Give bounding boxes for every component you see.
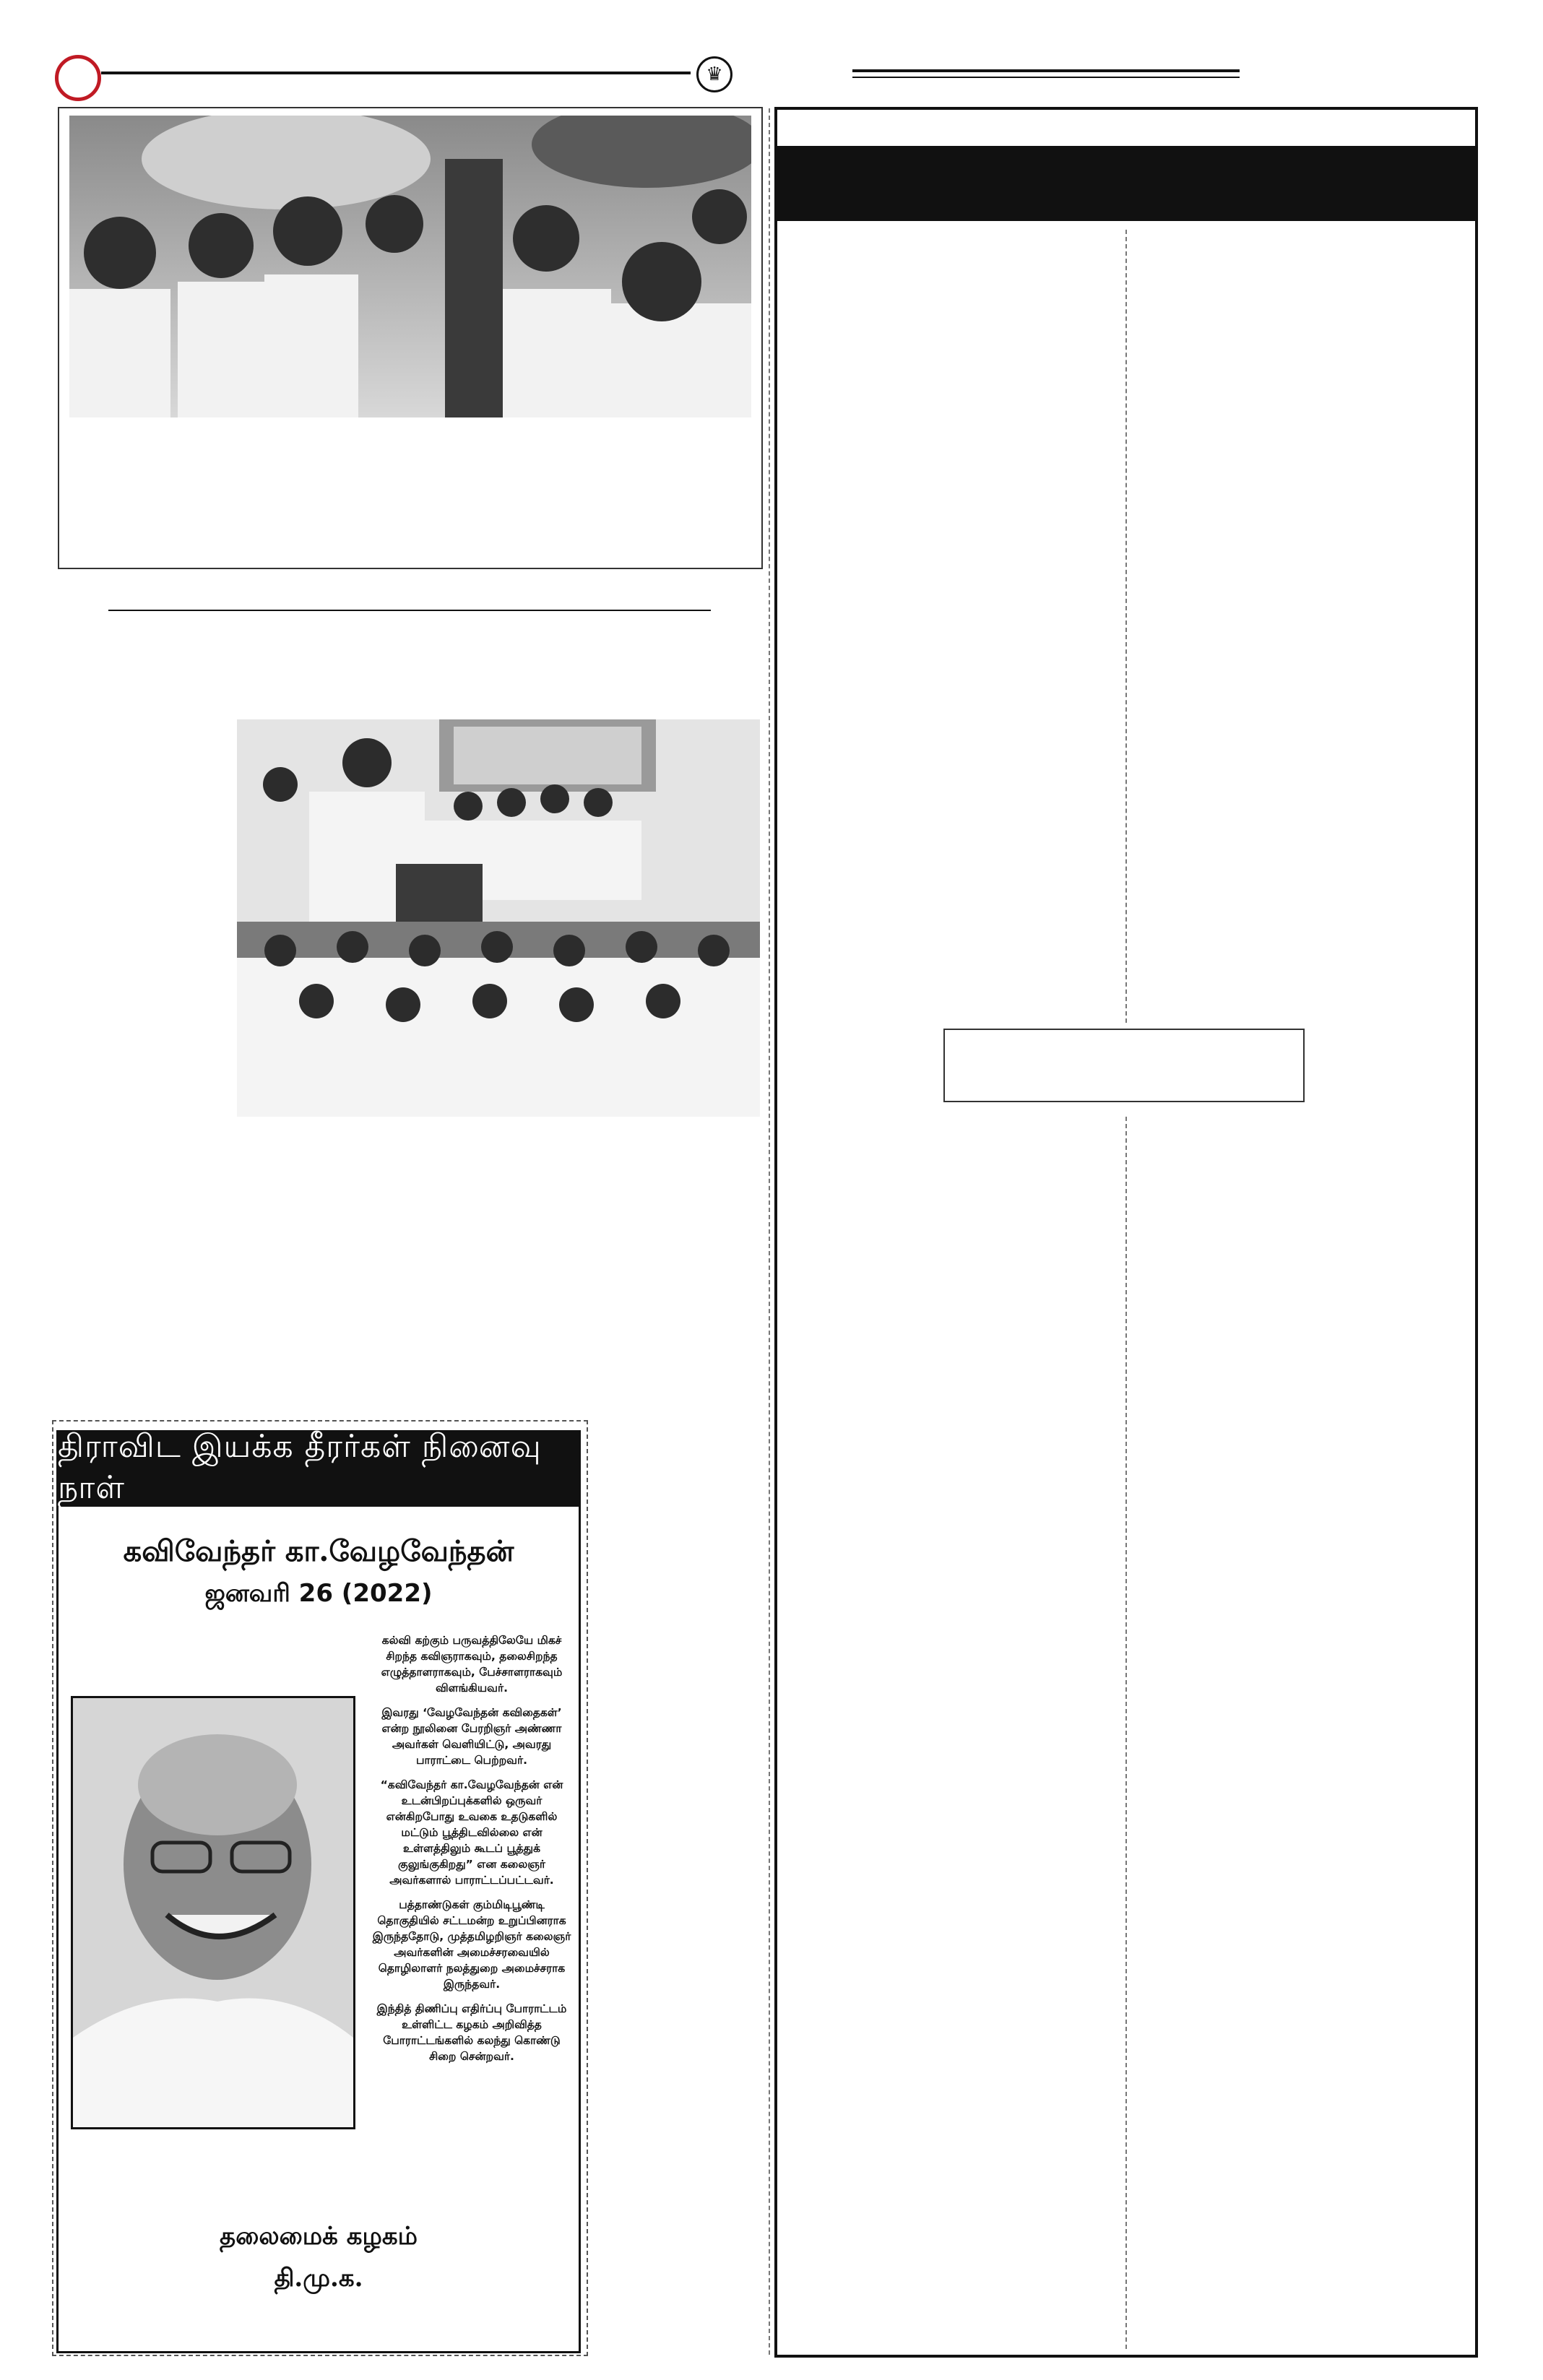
signature-line-2: தி.மு.க. — [274, 2264, 363, 2293]
bio-paragraph: கல்வி கற்கும் பருவத்திலேயே மிகச் சிறந்த கவிஞராகவும், தலைசிறந்த எழுத்தாளராகவும், பேச்சாளராகவும் விளங்கியவர். — [381, 1634, 563, 1695]
header-rule-right-thin — [852, 77, 1240, 78]
section-rule — [108, 610, 711, 611]
bio-paragraph: “கவிவேந்தர் கா.வேழவேந்தன் என் உடன்பிறப்புக்களில் ஒருவர் என்கிறபோது உவகை உதடுகளில் மட்டும் பூத்திடவில்லை என் உள்ளத்திலும் கூடப் பூத்துக் குலுங்குகிறது” என கலைஞர் அவர்களால் பாராட்டப்பட்டவர். — [380, 1778, 563, 1887]
tribute-header: திராவிட இயக்க தீரர்கள் நினைவு நாள் — [58, 1432, 579, 1507]
meeting-photo — [237, 719, 760, 1117]
inset-box — [943, 1029, 1305, 1102]
page-number-circle — [55, 55, 101, 101]
bio-paragraph: இந்தித் திணிப்பு எதிர்ப்பு போராட்டம் உள்ளிட்ட கழகம் அறிவித்த போராட்டங்களில் கலந்து கொண்டு சிறை சென்றவர். — [376, 2002, 567, 2063]
bio-paragraph: இவரது ‘வேழவேந்தன் கவிதைகள்’ என்ற நூலினை பேரறிஞர் அண்ணா அவர்கள் வெளியிட்டு, அவரது பாராட்டை பெற்றவர். — [381, 1706, 562, 1767]
tribute-bio — [370, 1632, 574, 2073]
right-column-header-band — [777, 146, 1475, 221]
header-rule — [101, 72, 691, 74]
tribute-name: கவிவேந்தர் கா.வேழவேந்தன் — [123, 1534, 514, 1568]
right-column-divider-bottom — [1125, 1117, 1127, 2349]
party-emblem-icon: ♛ — [696, 56, 732, 92]
column-divider — [769, 108, 770, 2355]
signature-line-1: தலைமைக் கழகம் — [220, 2222, 418, 2251]
portrait-photo — [71, 1696, 355, 2129]
bio-paragraph: பத்தாண்டுகள் கும்மிடிபூண்டி தொகுதியில் சட்டமன்ற உறுப்பினராக இருந்ததோடு, முத்தமிழறிஞர் கலைஞர் அவர்களின் அமைச்சரவையில் தொழிலாளர் நலத்துறை அமைச்சராக இருந்தவர். — [372, 1898, 571, 1991]
rally-photo — [69, 116, 751, 417]
tribute-date: ஜனவரி 26 (2022) — [204, 1579, 433, 1608]
header-rule-right — [852, 69, 1240, 72]
right-column-divider-top — [1125, 230, 1127, 1023]
